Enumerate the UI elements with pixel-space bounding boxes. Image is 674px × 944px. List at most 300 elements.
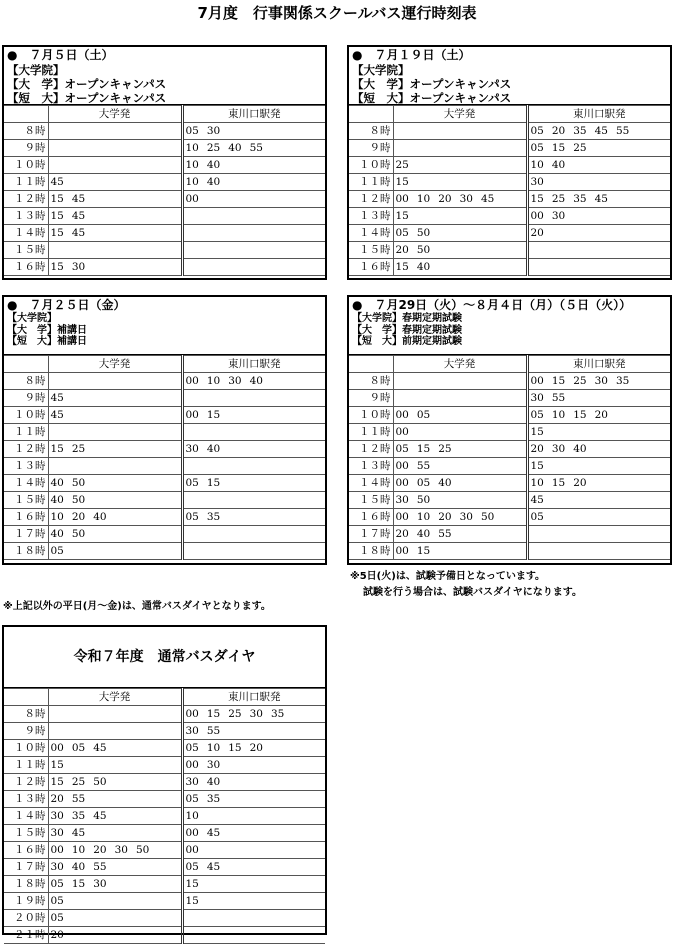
hour-column-header bbox=[349, 356, 393, 373]
table-row bbox=[349, 225, 670, 242]
univ-departures-cell bbox=[48, 509, 182, 526]
departure-minute: 15 bbox=[50, 227, 64, 239]
departure-minute: 30 bbox=[185, 443, 199, 455]
event-line: 【大 学】オープンキャンパス bbox=[352, 77, 512, 91]
table-row bbox=[349, 373, 670, 390]
departure-minute: 25 bbox=[71, 443, 86, 455]
departure-minute: 15 bbox=[551, 142, 566, 154]
univ-departures-cell bbox=[48, 825, 182, 842]
schedule-box-jul19 bbox=[347, 45, 672, 280]
departure-minute: 05 bbox=[185, 125, 199, 137]
departure-minute: 00 bbox=[530, 210, 544, 222]
hour-cell: １８時 bbox=[349, 543, 393, 560]
station-departures-cell bbox=[527, 509, 670, 526]
station-departures-cell bbox=[527, 475, 670, 492]
departure-minute: 15 bbox=[206, 708, 221, 720]
univ-departures-cell bbox=[393, 509, 527, 526]
table-row bbox=[349, 123, 670, 140]
table-row bbox=[4, 373, 325, 390]
departure-minute: 30 bbox=[114, 844, 128, 856]
hour-cell: １５時 bbox=[4, 492, 48, 509]
univ-departures-cell bbox=[48, 458, 182, 475]
departure-minute: 15 bbox=[551, 375, 566, 387]
departure-minute: 15 bbox=[50, 193, 64, 205]
from-station-header: 東川口駅発 bbox=[527, 356, 670, 373]
station-departures-cell bbox=[182, 458, 325, 475]
column-header-row bbox=[349, 106, 670, 123]
station-departures-cell bbox=[182, 526, 325, 543]
table-row bbox=[4, 774, 325, 791]
from-univ-header: 大学発 bbox=[48, 689, 182, 706]
table-row bbox=[349, 475, 670, 492]
departure-minute: 00 bbox=[185, 708, 199, 720]
univ-departures-cell bbox=[48, 441, 182, 458]
departure-minute: 10 bbox=[530, 477, 544, 489]
departure-minute: 05 bbox=[185, 477, 199, 489]
univ-departures-cell bbox=[48, 140, 182, 157]
departure-minute: 15 bbox=[50, 261, 64, 273]
univ-departures-cell bbox=[48, 740, 182, 757]
station-departures-cell bbox=[182, 424, 325, 441]
univ-departures-cell bbox=[393, 225, 527, 242]
departure-minute: 45 bbox=[71, 827, 86, 839]
table-row bbox=[349, 424, 670, 441]
hour-cell: １６時 bbox=[4, 259, 48, 276]
univ-departures-cell bbox=[48, 526, 182, 543]
table-row bbox=[349, 492, 670, 509]
station-departures-cell bbox=[182, 876, 325, 893]
departure-minute: 55 bbox=[616, 125, 630, 137]
station-departures-cell bbox=[182, 225, 325, 242]
departure-minute: 35 bbox=[616, 375, 630, 387]
table-row bbox=[4, 208, 325, 225]
univ-departures-cell bbox=[48, 876, 182, 893]
departure-minute: 55 bbox=[551, 392, 566, 404]
univ-departures-cell bbox=[48, 225, 182, 242]
hour-cell: １３時 bbox=[349, 458, 393, 475]
univ-departures-cell bbox=[48, 390, 182, 407]
departure-minute: 25 bbox=[551, 193, 566, 205]
departure-minute: 45 bbox=[206, 827, 221, 839]
departure-minute: 30 bbox=[71, 261, 86, 273]
departure-minute: 15 bbox=[416, 545, 431, 557]
departure-minute: 30 bbox=[594, 375, 608, 387]
table-row bbox=[4, 543, 325, 560]
hour-cell: ９時 bbox=[4, 140, 48, 157]
departure-minute: 20 bbox=[530, 443, 544, 455]
departure-minute: 20 bbox=[50, 929, 64, 941]
schedule-date: ● ７月29日（火）～８月４日（月）（５日（火）） bbox=[352, 298, 632, 312]
departure-minute: 05 bbox=[185, 861, 199, 873]
departure-minute: 30 bbox=[459, 511, 473, 523]
station-departures-cell bbox=[182, 723, 325, 740]
departure-minute: 45 bbox=[530, 494, 544, 506]
departure-minute: 40 bbox=[206, 776, 221, 788]
hour-cell: １２時 bbox=[4, 774, 48, 791]
hour-cell: ８時 bbox=[4, 373, 48, 390]
departure-minute: 35 bbox=[573, 125, 587, 137]
departure-minute: 00 bbox=[185, 827, 199, 839]
departure-minute: 40 bbox=[206, 443, 221, 455]
hour-cell: １５時 bbox=[349, 242, 393, 259]
station-departures-cell bbox=[527, 407, 670, 424]
event-line: 【大 学】春期定期試験 bbox=[352, 324, 462, 336]
univ-departures-cell bbox=[48, 543, 182, 560]
event-line: 【大 学】補講日 bbox=[7, 324, 87, 336]
hour-cell: ８時 bbox=[349, 123, 393, 140]
departure-minute: 45 bbox=[594, 193, 608, 205]
table-row bbox=[349, 526, 670, 543]
departure-minute: 05 bbox=[530, 142, 544, 154]
departure-minute: 15 bbox=[185, 878, 199, 890]
departure-minute: 35 bbox=[271, 708, 285, 720]
departure-minute: 25 bbox=[573, 142, 587, 154]
departure-minute: 35 bbox=[206, 511, 221, 523]
departure-minute: 30 bbox=[249, 708, 263, 720]
table-row bbox=[4, 242, 325, 259]
hour-cell: １０時 bbox=[4, 157, 48, 174]
station-departures-cell bbox=[527, 157, 670, 174]
hour-cell: １６時 bbox=[4, 842, 48, 859]
station-departures-cell bbox=[182, 859, 325, 876]
departure-minute: 10 bbox=[185, 159, 199, 171]
table-row bbox=[4, 509, 325, 526]
hour-cell: １１時 bbox=[4, 424, 48, 441]
hour-cell: １３時 bbox=[4, 208, 48, 225]
departure-minute: 30 bbox=[395, 494, 409, 506]
hour-cell: ９時 bbox=[4, 390, 48, 407]
station-departures-cell bbox=[182, 191, 325, 208]
hour-cell: １７時 bbox=[4, 526, 48, 543]
station-departures-cell bbox=[182, 390, 325, 407]
departure-minute: 00 bbox=[395, 193, 409, 205]
departure-minute: 10 bbox=[206, 375, 221, 387]
table-row bbox=[349, 509, 670, 526]
station-departures-cell bbox=[527, 526, 670, 543]
hour-cell: １４時 bbox=[4, 225, 48, 242]
departure-minute: 40 bbox=[416, 528, 431, 540]
weekday-note: ※上記以外の平日(月～金)は、通常バスダイヤとなります。 bbox=[3, 601, 271, 612]
station-departures-cell bbox=[182, 927, 325, 944]
univ-departures-cell bbox=[48, 191, 182, 208]
departure-minute: 05 bbox=[185, 511, 199, 523]
departure-minute: 45 bbox=[71, 210, 86, 222]
departure-minute: 05 bbox=[395, 227, 409, 239]
departure-minute: 35 bbox=[206, 793, 221, 805]
hour-cell: ９時 bbox=[349, 140, 393, 157]
departure-minute: 05 bbox=[530, 409, 544, 421]
departure-minute: 30 bbox=[93, 878, 107, 890]
univ-departures-cell bbox=[48, 808, 182, 825]
departure-minute: 30 bbox=[530, 392, 544, 404]
departure-minute: 20 bbox=[395, 244, 409, 256]
station-departures-cell bbox=[182, 407, 325, 424]
departure-minute: 10 bbox=[71, 844, 86, 856]
departure-minute: 05 bbox=[185, 793, 199, 805]
schedule-header bbox=[4, 297, 325, 355]
departure-minute: 30 bbox=[50, 810, 64, 822]
table-row bbox=[349, 174, 670, 191]
departure-minute: 45 bbox=[50, 392, 64, 404]
hour-cell: １０時 bbox=[4, 407, 48, 424]
departure-minute: 15 bbox=[530, 193, 544, 205]
event-line: 【短 大】オープンキャンパス bbox=[352, 91, 512, 105]
univ-departures-cell bbox=[48, 242, 182, 259]
hour-cell: １１時 bbox=[349, 174, 393, 191]
hour-cell: １０時 bbox=[4, 740, 48, 757]
table-row bbox=[349, 441, 670, 458]
departure-minute: 30 bbox=[459, 193, 473, 205]
univ-departures-cell bbox=[48, 774, 182, 791]
column-header-row bbox=[349, 356, 670, 373]
station-departures-cell bbox=[527, 225, 670, 242]
table-row bbox=[4, 808, 325, 825]
timetable bbox=[349, 105, 670, 276]
departure-minute: 50 bbox=[481, 511, 495, 523]
station-departures-cell bbox=[527, 191, 670, 208]
hour-cell: １１時 bbox=[4, 757, 48, 774]
univ-departures-cell bbox=[48, 893, 182, 910]
univ-departures-cell bbox=[393, 191, 527, 208]
table-row bbox=[4, 927, 325, 944]
table-row bbox=[4, 475, 325, 492]
univ-departures-cell bbox=[393, 174, 527, 191]
departure-minute: 20 bbox=[50, 793, 64, 805]
hour-column-header bbox=[349, 106, 393, 123]
univ-departures-cell bbox=[48, 706, 182, 723]
departure-minute: 55 bbox=[249, 142, 263, 154]
departure-minute: 45 bbox=[50, 176, 64, 188]
schedule-header bbox=[349, 297, 670, 355]
departure-minute: 10 bbox=[530, 159, 544, 171]
departure-minute: 55 bbox=[71, 793, 86, 805]
table-row bbox=[4, 191, 325, 208]
table-row bbox=[4, 441, 325, 458]
departure-minute: 45 bbox=[481, 193, 495, 205]
departure-minute: 45 bbox=[206, 861, 221, 873]
station-departures-cell bbox=[182, 740, 325, 757]
event-line: 【短 大】前期定期試験 bbox=[352, 336, 462, 347]
table-row bbox=[4, 123, 325, 140]
departure-minute: 50 bbox=[136, 844, 150, 856]
departure-minute: 15 bbox=[50, 443, 64, 455]
univ-departures-cell bbox=[48, 927, 182, 944]
departure-minute: 55 bbox=[206, 725, 221, 737]
schedule-date: ● ７月５日（土） bbox=[7, 48, 114, 62]
departure-minute: 10 bbox=[50, 511, 64, 523]
station-departures-cell bbox=[182, 509, 325, 526]
hour-cell: １３時 bbox=[4, 791, 48, 808]
departure-minute: 40 bbox=[206, 176, 221, 188]
table-row bbox=[4, 723, 325, 740]
from-univ-header: 大学発 bbox=[393, 356, 527, 373]
event-line: 【大学院】 bbox=[7, 63, 65, 77]
univ-departures-cell bbox=[48, 174, 182, 191]
station-departures-cell bbox=[182, 475, 325, 492]
departure-minute: 20 bbox=[573, 477, 587, 489]
schedule-date: ● ７月２５日（金） bbox=[7, 298, 126, 312]
exam-note-1: ※5日(火)は、試験予備日となっています。 bbox=[350, 571, 546, 582]
hour-column-header bbox=[4, 689, 48, 706]
departure-minute: 05 bbox=[416, 409, 431, 421]
station-departures-cell bbox=[527, 458, 670, 475]
departure-minute: 00 bbox=[185, 193, 199, 205]
departure-minute: 55 bbox=[93, 861, 107, 873]
hour-cell: １３時 bbox=[349, 208, 393, 225]
univ-departures-cell bbox=[393, 492, 527, 509]
univ-departures-cell bbox=[393, 140, 527, 157]
hour-cell: １０時 bbox=[349, 407, 393, 424]
column-header-row bbox=[4, 689, 325, 706]
departure-minute: 45 bbox=[71, 227, 86, 239]
regular-schedule-box bbox=[2, 625, 327, 941]
schedule-header bbox=[4, 47, 325, 105]
hour-cell: １６時 bbox=[349, 259, 393, 276]
departure-minute: 25 bbox=[438, 443, 452, 455]
table-row bbox=[4, 757, 325, 774]
univ-departures-cell bbox=[48, 424, 182, 441]
departure-minute: 00 bbox=[395, 409, 409, 421]
station-departures-cell bbox=[527, 242, 670, 259]
hour-cell: １９時 bbox=[4, 893, 48, 910]
departure-minute: 20 bbox=[395, 528, 409, 540]
station-departures-cell bbox=[527, 259, 670, 276]
table-row bbox=[4, 893, 325, 910]
departure-minute: 40 bbox=[71, 861, 86, 873]
departure-minute: 45 bbox=[50, 409, 64, 421]
hour-cell: ８時 bbox=[349, 373, 393, 390]
station-departures-cell bbox=[527, 208, 670, 225]
univ-departures-cell bbox=[48, 492, 182, 509]
departure-minute: 40 bbox=[573, 443, 587, 455]
departure-minute: 05 bbox=[71, 742, 86, 754]
departure-minute: 30 bbox=[185, 725, 199, 737]
station-departures-cell bbox=[182, 825, 325, 842]
univ-departures-cell bbox=[48, 373, 182, 390]
departure-minute: 40 bbox=[93, 511, 107, 523]
from-univ-header: 大学発 bbox=[48, 356, 182, 373]
station-departures-cell bbox=[527, 441, 670, 458]
hour-cell: １２時 bbox=[349, 441, 393, 458]
departure-minute: 00 bbox=[395, 460, 409, 472]
from-station-header: 東川口駅発 bbox=[527, 106, 670, 123]
departure-minute: 40 bbox=[438, 477, 452, 489]
univ-departures-cell bbox=[48, 842, 182, 859]
departure-minute: 40 bbox=[50, 477, 64, 489]
table-row bbox=[4, 791, 325, 808]
station-departures-cell bbox=[182, 242, 325, 259]
departure-minute: 30 bbox=[228, 375, 242, 387]
departure-minute: 15 bbox=[71, 878, 86, 890]
exam-note-2: 試験を行う場合は、試験バスダイヤになります。 bbox=[363, 587, 582, 598]
departure-minute: 05 bbox=[395, 443, 409, 455]
departure-minute: 05 bbox=[50, 878, 64, 890]
station-departures-cell bbox=[182, 259, 325, 276]
station-departures-cell bbox=[527, 174, 670, 191]
departure-minute: 15 bbox=[50, 210, 64, 222]
schedule-date: ● ７月１９日（土） bbox=[352, 48, 471, 62]
departure-minute: 25 bbox=[206, 142, 221, 154]
univ-departures-cell bbox=[393, 526, 527, 543]
hour-cell: ８時 bbox=[4, 706, 48, 723]
event-line: 【短 大】補講日 bbox=[7, 336, 87, 347]
hour-cell: １３時 bbox=[4, 458, 48, 475]
hour-cell: ９時 bbox=[349, 390, 393, 407]
departure-minute: 45 bbox=[71, 193, 86, 205]
departure-minute: 20 bbox=[551, 125, 566, 137]
departure-minute: 35 bbox=[71, 810, 86, 822]
departure-minute: 30 bbox=[551, 443, 566, 455]
departure-minute: 00 bbox=[395, 426, 409, 438]
station-departures-cell bbox=[182, 123, 325, 140]
table-row bbox=[4, 859, 325, 876]
departure-minute: 30 bbox=[50, 827, 64, 839]
departure-minute: 40 bbox=[50, 494, 64, 506]
univ-departures-cell bbox=[393, 157, 527, 174]
departure-minute: 20 bbox=[438, 511, 452, 523]
departure-minute: 20 bbox=[249, 742, 263, 754]
departure-minute: 10 bbox=[206, 742, 221, 754]
departure-minute: 00 bbox=[185, 375, 199, 387]
univ-departures-cell bbox=[393, 242, 527, 259]
departure-minute: 25 bbox=[573, 375, 587, 387]
event-line: 【大学院】 bbox=[7, 313, 57, 324]
table-row bbox=[349, 543, 670, 560]
departure-minute: 15 bbox=[206, 477, 221, 489]
hour-cell: １４時 bbox=[349, 475, 393, 492]
departure-minute: 30 bbox=[50, 861, 64, 873]
univ-departures-cell bbox=[393, 373, 527, 390]
univ-departures-cell bbox=[48, 859, 182, 876]
station-departures-cell bbox=[182, 492, 325, 509]
table-row bbox=[349, 259, 670, 276]
table-row bbox=[4, 910, 325, 927]
departure-minute: 00 bbox=[185, 759, 199, 771]
univ-departures-cell bbox=[48, 723, 182, 740]
event-line: 【大学院】 bbox=[352, 63, 410, 77]
station-departures-cell bbox=[182, 893, 325, 910]
departure-minute: 15 bbox=[50, 776, 64, 788]
univ-departures-cell bbox=[48, 475, 182, 492]
hour-cell: １８時 bbox=[4, 876, 48, 893]
station-departures-cell bbox=[182, 706, 325, 723]
page-title: 7月度 行事関係スクールバス運行時刻表 bbox=[197, 4, 477, 22]
departure-minute: 20 bbox=[530, 227, 544, 239]
departure-minute: 00 bbox=[185, 844, 199, 856]
departure-minute: 05 bbox=[416, 477, 431, 489]
departure-minute: 15 bbox=[50, 759, 64, 771]
event-line: 【短 大】オープンキャンパス bbox=[7, 91, 167, 105]
hour-cell: １７時 bbox=[349, 526, 393, 543]
departure-minute: 05 bbox=[50, 912, 64, 924]
departure-minute: 00 bbox=[50, 742, 64, 754]
table-row bbox=[4, 458, 325, 475]
station-departures-cell bbox=[182, 373, 325, 390]
departure-minute: 15 bbox=[573, 409, 587, 421]
column-header-row bbox=[4, 106, 325, 123]
station-departures-cell bbox=[527, 543, 670, 560]
univ-departures-cell bbox=[48, 910, 182, 927]
table-row bbox=[4, 706, 325, 723]
hour-cell: １５時 bbox=[4, 242, 48, 259]
departure-minute: 10 bbox=[185, 810, 199, 822]
univ-departures-cell bbox=[393, 424, 527, 441]
from-univ-header: 大学発 bbox=[393, 106, 527, 123]
timetable bbox=[4, 355, 325, 560]
departure-minute: 00 bbox=[50, 844, 64, 856]
hour-cell: １４時 bbox=[349, 225, 393, 242]
departure-minute: 05 bbox=[50, 895, 64, 907]
